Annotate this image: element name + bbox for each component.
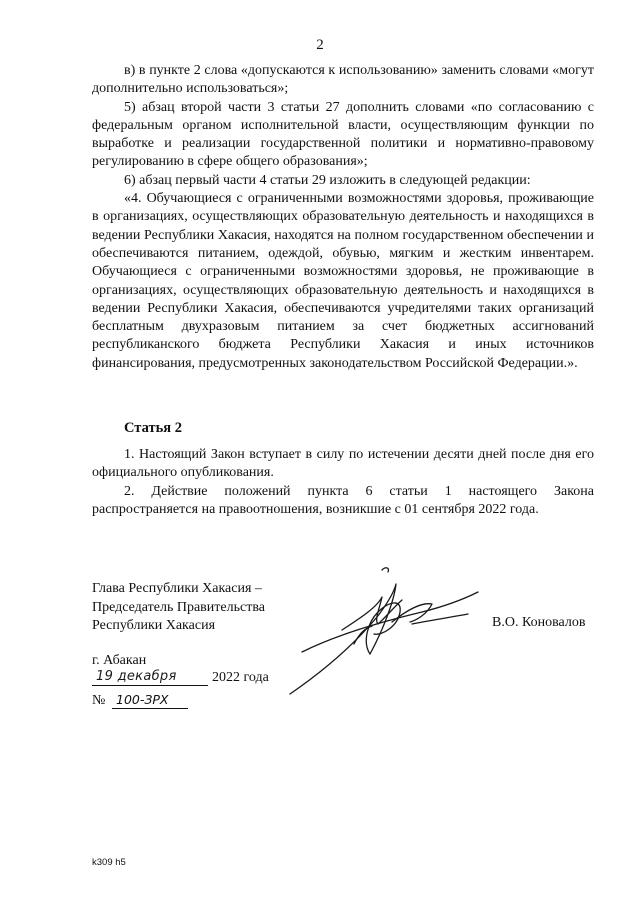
date-handwritten: 19 декабря	[92, 668, 208, 686]
page-number: 2	[316, 37, 324, 53]
paragraph-3v: в) в пункте 2 слова «допускаются к использованию» заменить словами «могут дополнительно использоваться»;	[92, 63, 594, 97]
date-year: 2022 года	[212, 670, 269, 685]
paragraph-quote-4: «4. Обучающиеся с ограниченными возможностями здоровья, проживающие в организациях, осуществляющих образовательную деятельность и находящихся в ведении Республики Хакасия, находятся на полном государственном обеспечении и обеспечиваются питанием, одеждой, обувью, мягким и жестким инвентарем. Обучающиеся с ограниченными возможностями здоровья, не проживающие в организациях, осуществляющих образовательную деятельность и находящихся в ведении Республики Хакасия, обеспечиваются учредителями таких организаций бесплатным двухразовым питанием за счет бюджетных ассигнований республиканского бюджета Республики Хакасия и иных источников финансирования, предусмотренных законодательством Российской Федерации.».	[92, 191, 594, 371]
amendment-text	[92, 62, 594, 373]
signer-name: В.О. Коновалов	[492, 615, 586, 630]
signer-title-line-2: Председатель Правительства	[92, 599, 265, 615]
signing-date	[92, 670, 292, 690]
handwritten-signature	[282, 562, 482, 702]
signer-title-line-3: Республики Хакасия	[92, 618, 216, 634]
law-number-handwritten: 100-ЗРХ	[112, 691, 188, 709]
place-of-signing: г. Абакан	[92, 653, 147, 668]
paragraph-5: 5) абзац второй части 3 статьи 27 дополнить словами «по согласованию с федеральным органом исполнительной власти, осуществляющим функции по выработке и реализации государственной политики и нормативно-правовому регулированию в сфере общего образования»;	[92, 99, 594, 170]
number-sign: №	[92, 693, 106, 708]
paragraph-6: 6) абзац первый части 4 статьи 29 изложить в следующей редакции:	[124, 172, 531, 188]
signer-title-line-1: Глава Республики Хакасия –	[92, 581, 262, 596]
signer-title	[92, 580, 265, 636]
article-2-item-1: 1. Настоящий Закон вступает в силу по истечении десяти дней после дня его официального опубликования.	[92, 447, 594, 481]
law-number	[92, 693, 212, 713]
article-2-text	[92, 428, 594, 519]
footer-code: k309 h5	[92, 857, 126, 868]
article-2-heading: Статья 2	[124, 420, 182, 436]
article-2-item-2: 2. Действие положений пункта 6 статьи 1 настоящего Закона распространяется на правоотношения, возникшие с 01 сентября 2022 года.	[92, 483, 594, 517]
